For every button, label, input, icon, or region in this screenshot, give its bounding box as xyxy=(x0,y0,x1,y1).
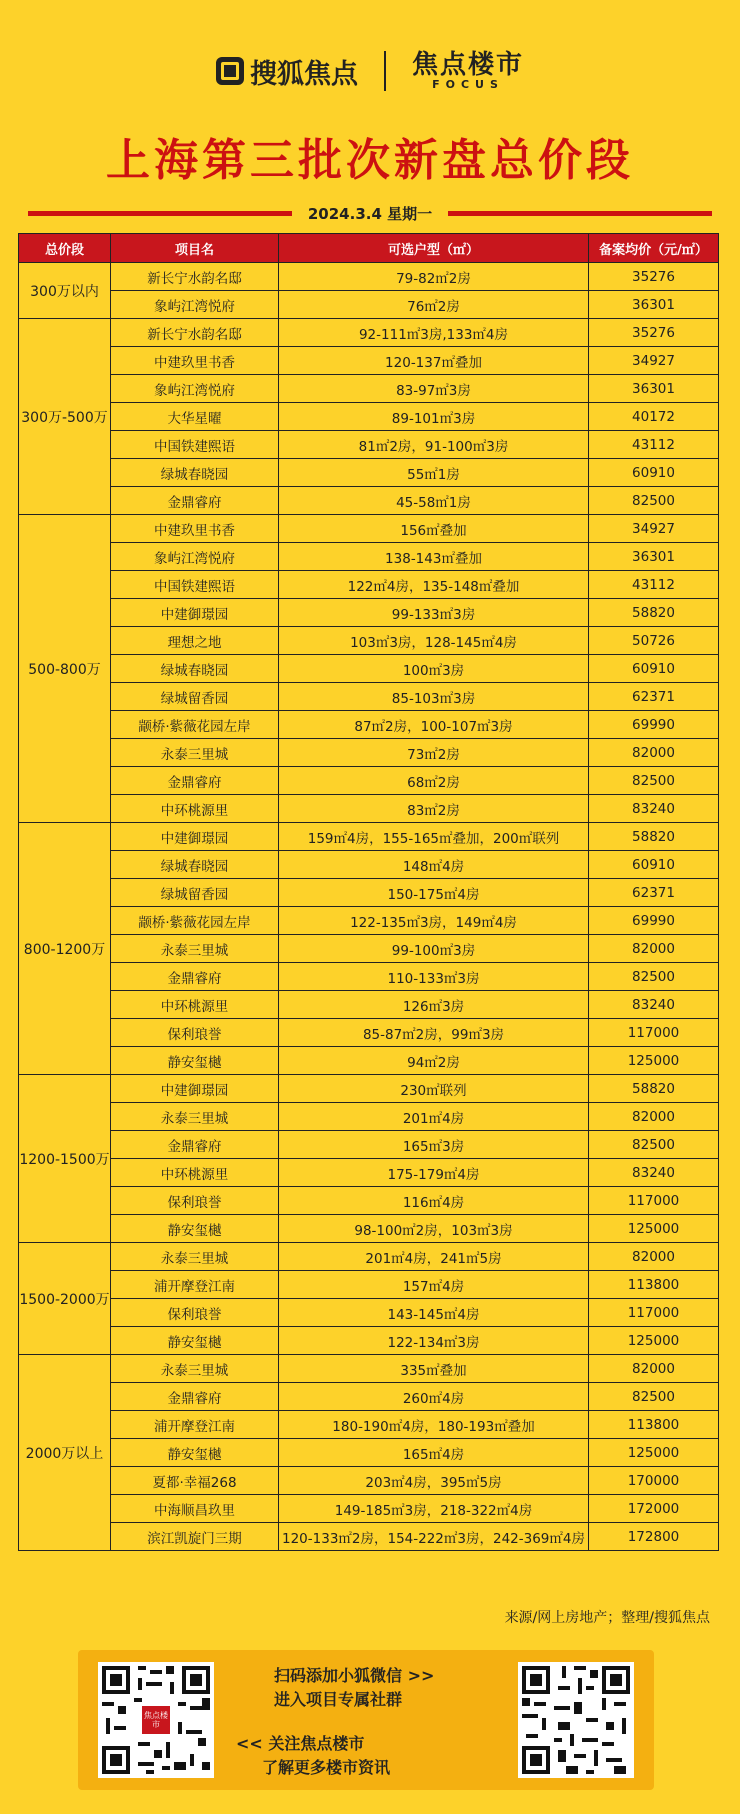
date-label: 2024.3.4 星期一 xyxy=(307,204,433,223)
avg-price-cell: 62371 xyxy=(589,683,719,711)
unit-type-cell: 180-190㎡4房，180-193㎡叠加 xyxy=(279,1411,589,1439)
unit-type-cell: 165㎡3房 xyxy=(279,1131,589,1159)
avg-price-cell: 69990 xyxy=(589,711,719,739)
project-name-cell: 中环桃源里 xyxy=(111,1159,279,1187)
fox-logo-icon xyxy=(216,57,244,85)
table-row xyxy=(19,1075,719,1103)
unit-type-cell: 122㎡4房，135-148㎡叠加 xyxy=(279,571,589,599)
table-row xyxy=(19,1187,719,1215)
table-row xyxy=(19,1159,719,1187)
table-row xyxy=(19,907,719,935)
unit-type-cell: 156㎡叠加 xyxy=(279,515,589,543)
unit-type-cell: 335㎡叠加 xyxy=(279,1355,589,1383)
avg-price-cell: 117000 xyxy=(589,1299,719,1327)
project-name-cell: 中海顺昌玖里 xyxy=(111,1495,279,1523)
segment-cell: 500-800万 xyxy=(19,515,111,823)
unit-type-cell: 175-179㎡4房 xyxy=(279,1159,589,1187)
unit-type-cell: 150-175㎡4房 xyxy=(279,879,589,907)
unit-type-cell: 126㎡3房 xyxy=(279,991,589,1019)
page-title: 上海第三批次新盘总价段 xyxy=(106,135,634,186)
avg-price-cell: 172000 xyxy=(589,1495,719,1523)
table-row xyxy=(19,627,719,655)
table-row xyxy=(19,1355,719,1383)
avg-price-cell: 113800 xyxy=(589,1411,719,1439)
table-row xyxy=(19,1131,719,1159)
table-row xyxy=(19,795,719,823)
avg-price-cell: 172800 xyxy=(589,1523,719,1551)
unit-type-cell: 148㎡4房 xyxy=(279,851,589,879)
focus-loushi-logo xyxy=(412,51,524,91)
avg-price-cell: 35276 xyxy=(589,319,719,347)
unit-type-cell: 85-103㎡3房 xyxy=(279,683,589,711)
project-name-cell: 颛桥·紫薇花园左岸 xyxy=(111,907,279,935)
avg-price-cell: 82500 xyxy=(589,1383,719,1411)
unit-type-cell: 45-58㎡1房 xyxy=(279,487,589,515)
table-row xyxy=(19,1047,719,1075)
unit-type-cell: 149-185㎡3房，218-322㎡4房 xyxy=(279,1495,589,1523)
table-row xyxy=(19,739,719,767)
table-row xyxy=(19,1299,719,1327)
project-name-cell: 象屿江湾悦府 xyxy=(111,375,279,403)
unit-type-cell: 92-111㎡3房,133㎡4房 xyxy=(279,319,589,347)
avg-price-cell: 40172 xyxy=(589,403,719,431)
avg-price-cell: 117000 xyxy=(589,1019,719,1047)
table-row xyxy=(19,291,719,319)
avg-price-cell: 36301 xyxy=(589,543,719,571)
avg-price-cell: 60910 xyxy=(589,655,719,683)
col-header-price: 备案均价（元/㎡） xyxy=(589,234,719,263)
project-name-cell: 中建御璟园 xyxy=(111,599,279,627)
segment-cell: 1500-2000万 xyxy=(19,1243,111,1355)
unit-type-cell: 260㎡4房 xyxy=(279,1383,589,1411)
avg-price-cell: 58820 xyxy=(589,599,719,627)
table-row xyxy=(19,571,719,599)
project-name-cell: 金鼎睿府 xyxy=(111,487,279,515)
avg-price-cell: 36301 xyxy=(589,291,719,319)
project-name-cell: 金鼎睿府 xyxy=(111,963,279,991)
table-row xyxy=(19,1019,719,1047)
project-name-cell: 中环桃源里 xyxy=(111,991,279,1019)
project-name-cell: 金鼎睿府 xyxy=(111,767,279,795)
unit-type-cell: 100㎡3房 xyxy=(279,655,589,683)
table-row xyxy=(19,347,719,375)
project-name-cell: 浦开摩登江南 xyxy=(111,1271,279,1299)
unit-type-cell: 116㎡4房 xyxy=(279,1187,589,1215)
table-row xyxy=(19,711,719,739)
project-name-cell: 绿城春晓园 xyxy=(111,655,279,683)
qr-pattern-right xyxy=(518,1662,634,1778)
promo-text-bottom xyxy=(236,1732,390,1780)
project-name-cell: 永泰三里城 xyxy=(111,935,279,963)
avg-price-cell: 82000 xyxy=(589,1355,719,1383)
avg-price-cell: 82500 xyxy=(589,487,719,515)
project-name-cell: 永泰三里城 xyxy=(111,1103,279,1131)
segment-cell: 300万-500万 xyxy=(19,319,111,515)
avg-price-cell: 113800 xyxy=(589,1271,719,1299)
unit-type-cell: 120-137㎡叠加 xyxy=(279,347,589,375)
project-name-cell: 金鼎睿府 xyxy=(111,1383,279,1411)
avg-price-cell: 82500 xyxy=(589,1131,719,1159)
project-name-cell: 象屿江湾悦府 xyxy=(111,543,279,571)
avg-price-cell: 83240 xyxy=(589,795,719,823)
project-name-cell: 中国铁建熙语 xyxy=(111,431,279,459)
table-row xyxy=(19,1439,719,1467)
avg-price-cell: 125000 xyxy=(589,1047,719,1075)
avg-price-cell: 82000 xyxy=(589,935,719,963)
brand-left-text: 搜狐焦点 xyxy=(249,58,358,90)
table-row xyxy=(19,1467,719,1495)
project-name-cell: 中建玖里书香 xyxy=(111,347,279,375)
segment-cell: 300万以内 xyxy=(19,263,111,319)
unit-type-cell: 83㎡2房 xyxy=(279,795,589,823)
project-name-cell: 绿城留香园 xyxy=(111,683,279,711)
promo-line-2: 进入项目专属社群 xyxy=(274,1690,403,1709)
unit-type-cell: 103㎡3房，128-145㎡4房 xyxy=(279,627,589,655)
avg-price-cell: 69990 xyxy=(589,907,719,935)
table-row xyxy=(19,879,719,907)
project-name-cell: 大华星曜 xyxy=(111,403,279,431)
table-row xyxy=(19,319,719,347)
avg-price-cell: 58820 xyxy=(589,1075,719,1103)
project-name-cell: 中建玖里书香 xyxy=(111,515,279,543)
unit-type-cell: 122-135㎡3房，149㎡4房 xyxy=(279,907,589,935)
table-row xyxy=(19,1103,719,1131)
project-name-cell: 夏都·幸福268 xyxy=(111,1467,279,1495)
project-name-cell: 新长宁水韵名邸 xyxy=(111,263,279,291)
table-row xyxy=(19,1327,719,1355)
brand-right-cn: 焦点楼市 xyxy=(411,50,524,80)
project-name-cell: 理想之地 xyxy=(111,627,279,655)
segment-cell: 2000万以上 xyxy=(19,1355,111,1551)
table-row xyxy=(19,1495,719,1523)
avg-price-cell: 43112 xyxy=(589,571,719,599)
table-row xyxy=(19,963,719,991)
unit-type-cell: 68㎡2房 xyxy=(279,767,589,795)
avg-price-cell: 58820 xyxy=(589,823,719,851)
table-row xyxy=(19,459,719,487)
unit-type-cell: 110-133㎡3房 xyxy=(279,963,589,991)
segment-cell: 800-1200万 xyxy=(19,823,111,1075)
unit-type-cell: 99-100㎡3房 xyxy=(279,935,589,963)
promo-line-1: 扫码添加小狐微信 >> xyxy=(274,1666,435,1685)
promo-line-3: << 关注焦点楼市 xyxy=(236,1734,365,1753)
avg-price-cell: 82000 xyxy=(589,1103,719,1131)
project-name-cell: 绿城春晓园 xyxy=(111,459,279,487)
avg-price-cell: 60910 xyxy=(589,851,719,879)
qr-badge: 焦点楼市 xyxy=(142,1706,170,1734)
wechat-qr-code[interactable] xyxy=(98,1662,214,1778)
avg-price-cell: 82000 xyxy=(589,1243,719,1271)
unit-type-cell: 81㎡2房，91-100㎡3房 xyxy=(279,431,589,459)
table-row xyxy=(19,991,719,1019)
avg-price-cell: 125000 xyxy=(589,1215,719,1243)
project-name-cell: 保利琅誉 xyxy=(111,1299,279,1327)
project-name-cell: 象屿江湾悦府 xyxy=(111,291,279,319)
table-header xyxy=(19,234,719,263)
avg-price-cell: 34927 xyxy=(589,515,719,543)
focus-qr-code[interactable] xyxy=(518,1662,634,1778)
project-name-cell: 中环桃源里 xyxy=(111,795,279,823)
unit-type-cell: 165㎡4房 xyxy=(279,1439,589,1467)
unit-type-cell: 120-133㎡2房，154-222㎡3房，242-369㎡4房 xyxy=(279,1523,589,1551)
project-name-cell: 永泰三里城 xyxy=(111,739,279,767)
logo-divider xyxy=(384,51,386,91)
promo-banner xyxy=(78,1650,654,1790)
avg-price-cell: 50726 xyxy=(589,627,719,655)
brand-right-en: FOCUS xyxy=(432,78,504,91)
table-row xyxy=(19,1411,719,1439)
project-name-cell: 静安玺樾 xyxy=(111,1327,279,1355)
table-row xyxy=(19,375,719,403)
unit-type-cell: 87㎡2房，100-107㎡3房 xyxy=(279,711,589,739)
avg-price-cell: 62371 xyxy=(589,879,719,907)
unit-type-cell: 157㎡4房 xyxy=(279,1271,589,1299)
unit-type-cell: 79-82㎡2房 xyxy=(279,263,589,291)
project-name-cell: 滨江凯旋门三期 xyxy=(111,1523,279,1551)
project-name-cell: 中建御璟园 xyxy=(111,1075,279,1103)
table-row xyxy=(19,1271,719,1299)
project-name-cell: 绿城留香园 xyxy=(111,879,279,907)
project-name-cell: 绿城春晓园 xyxy=(111,851,279,879)
table-row xyxy=(19,935,719,963)
avg-price-cell: 34927 xyxy=(589,347,719,375)
project-name-cell: 中建御璟园 xyxy=(111,823,279,851)
table-row xyxy=(19,1383,719,1411)
source-note: 来源/网上房地产；整理/搜狐焦点 xyxy=(504,1610,710,1626)
col-header-project: 项目名 xyxy=(111,234,279,263)
table-body xyxy=(19,263,719,1551)
unit-type-cell: 122-134㎡3房 xyxy=(279,1327,589,1355)
table-row xyxy=(19,823,719,851)
project-name-cell: 静安玺樾 xyxy=(111,1215,279,1243)
avg-price-cell: 83240 xyxy=(589,991,719,1019)
project-name-cell: 静安玺樾 xyxy=(111,1439,279,1467)
segment-cell: 1200-1500万 xyxy=(19,1075,111,1243)
table-row xyxy=(19,1523,719,1551)
unit-type-cell: 203㎡4房，395㎡5房 xyxy=(279,1467,589,1495)
promo-text-top xyxy=(274,1664,434,1712)
avg-price-cell: 82000 xyxy=(589,739,719,767)
sohu-focus-logo xyxy=(216,52,358,91)
date-rule-right xyxy=(448,211,712,216)
project-name-cell: 金鼎睿府 xyxy=(111,1131,279,1159)
table-row xyxy=(19,263,719,291)
project-name-cell: 保利琅誉 xyxy=(111,1019,279,1047)
unit-type-cell: 98-100㎡2房，103㎡3房 xyxy=(279,1215,589,1243)
table-row xyxy=(19,1215,719,1243)
unit-type-cell: 138-143㎡叠加 xyxy=(279,543,589,571)
avg-price-cell: 82500 xyxy=(589,963,719,991)
avg-price-cell: 117000 xyxy=(589,1187,719,1215)
unit-type-cell: 89-101㎡3房 xyxy=(279,403,589,431)
unit-type-cell: 85-87㎡2房，99㎡3房 xyxy=(279,1019,589,1047)
project-name-cell: 静安玺樾 xyxy=(111,1047,279,1075)
table-row xyxy=(19,655,719,683)
unit-type-cell: 159㎡4房，155-165㎡叠加，200㎡联列 xyxy=(279,823,589,851)
table-row xyxy=(19,1243,719,1271)
price-table xyxy=(18,233,719,1551)
project-name-cell: 永泰三里城 xyxy=(111,1355,279,1383)
unit-type-cell: 73㎡2房 xyxy=(279,739,589,767)
table-row xyxy=(19,683,719,711)
project-name-cell: 保利琅誉 xyxy=(111,1187,279,1215)
avg-price-cell: 43112 xyxy=(589,431,719,459)
project-name-cell: 永泰三里城 xyxy=(111,1243,279,1271)
table-row xyxy=(19,403,719,431)
project-name-cell: 中国铁建熙语 xyxy=(111,571,279,599)
avg-price-cell: 125000 xyxy=(589,1327,719,1355)
unit-type-cell: 230㎡联列 xyxy=(279,1075,589,1103)
date-rule-left xyxy=(28,211,292,216)
table-row xyxy=(19,515,719,543)
unit-type-cell: 55㎡1房 xyxy=(279,459,589,487)
avg-price-cell: 60910 xyxy=(589,459,719,487)
avg-price-cell: 170000 xyxy=(589,1467,719,1495)
project-name-cell: 新长宁水韵名邸 xyxy=(111,319,279,347)
unit-type-cell: 99-133㎡3房 xyxy=(279,599,589,627)
promo-line-4: 了解更多楼市资讯 xyxy=(262,1758,391,1777)
project-name-cell: 颛桥·紫薇花园左岸 xyxy=(111,711,279,739)
project-name-cell: 浦开摩登江南 xyxy=(111,1411,279,1439)
avg-price-cell: 35276 xyxy=(589,263,719,291)
avg-price-cell: 125000 xyxy=(589,1439,719,1467)
col-header-type: 可选户型（㎡） xyxy=(279,234,589,263)
avg-price-cell: 83240 xyxy=(589,1159,719,1187)
unit-type-cell: 83-97㎡3房 xyxy=(279,375,589,403)
unit-type-cell: 94㎡2房 xyxy=(279,1047,589,1075)
date-row xyxy=(28,200,712,226)
table-row xyxy=(19,851,719,879)
table-row xyxy=(19,543,719,571)
table-row xyxy=(19,431,719,459)
table-row xyxy=(19,487,719,515)
unit-type-cell: 201㎡4房 xyxy=(279,1103,589,1131)
avg-price-cell: 36301 xyxy=(589,375,719,403)
unit-type-cell: 201㎡4房，241㎡5房 xyxy=(279,1243,589,1271)
table-row xyxy=(19,599,719,627)
logo-bar xyxy=(0,48,740,94)
table-row xyxy=(19,767,719,795)
unit-type-cell: 143-145㎡4房 xyxy=(279,1299,589,1327)
avg-price-cell: 82500 xyxy=(589,767,719,795)
col-header-segment: 总价段 xyxy=(19,234,111,263)
unit-type-cell: 76㎡2房 xyxy=(279,291,589,319)
